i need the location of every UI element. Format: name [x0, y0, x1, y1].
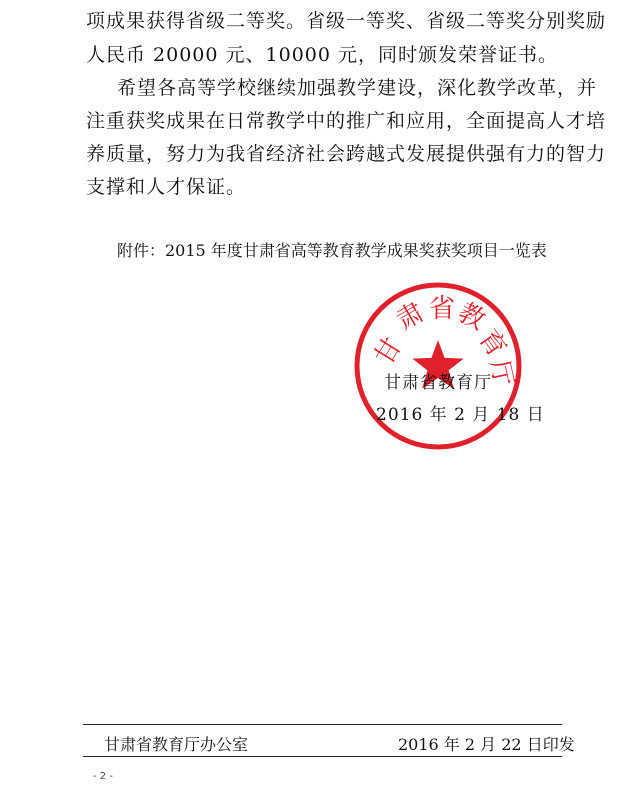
svg-text:肃: 肃 — [391, 297, 430, 337]
official-seal — [350, 278, 526, 454]
body-line-6: 支撑和人才保证。 — [86, 176, 247, 198]
svg-text:甘: 甘 — [369, 332, 409, 371]
footer-top-rule — [83, 724, 562, 725]
attachment-line: 附件：2015 年度甘肃省高等教育教学成果奖获奖项目一览表 — [117, 241, 547, 260]
signature-date: 2016 年 2 月 18 日 — [376, 405, 545, 425]
body-line-2: 人民币 20000 元、10000 元，同时颁发荣誉证书。 — [86, 44, 559, 66]
svg-text:育: 育 — [472, 324, 512, 363]
footer-issue-date: 2016 年 2 月 22 日印发 — [398, 735, 575, 754]
signature-org: 甘肃省教育厅 — [384, 373, 492, 393]
svg-text:省: 省 — [428, 294, 456, 324]
body-line-1: 项成果获得省级二等奖。省级一等奖、省级二等奖分别奖励 — [86, 10, 607, 32]
svg-text:教: 教 — [453, 297, 491, 337]
page-number: - 2 - — [93, 771, 113, 782]
footer-issuer: 甘肃省教育厅办公室 — [104, 735, 249, 754]
footer-bottom-rule — [83, 756, 562, 757]
body-line-5: 养质量，努力为我省经济社会跨越式发展提供强有力的智力 — [86, 143, 607, 165]
body-line-4: 注重获奖成果在日常教学中的推广和应用，全面提高人才培 — [86, 110, 607, 132]
body-line-3: 希望各高等学校继续加强教学建设，深化教学改革，并 — [117, 77, 598, 99]
svg-text:厅: 厅 — [483, 357, 519, 390]
